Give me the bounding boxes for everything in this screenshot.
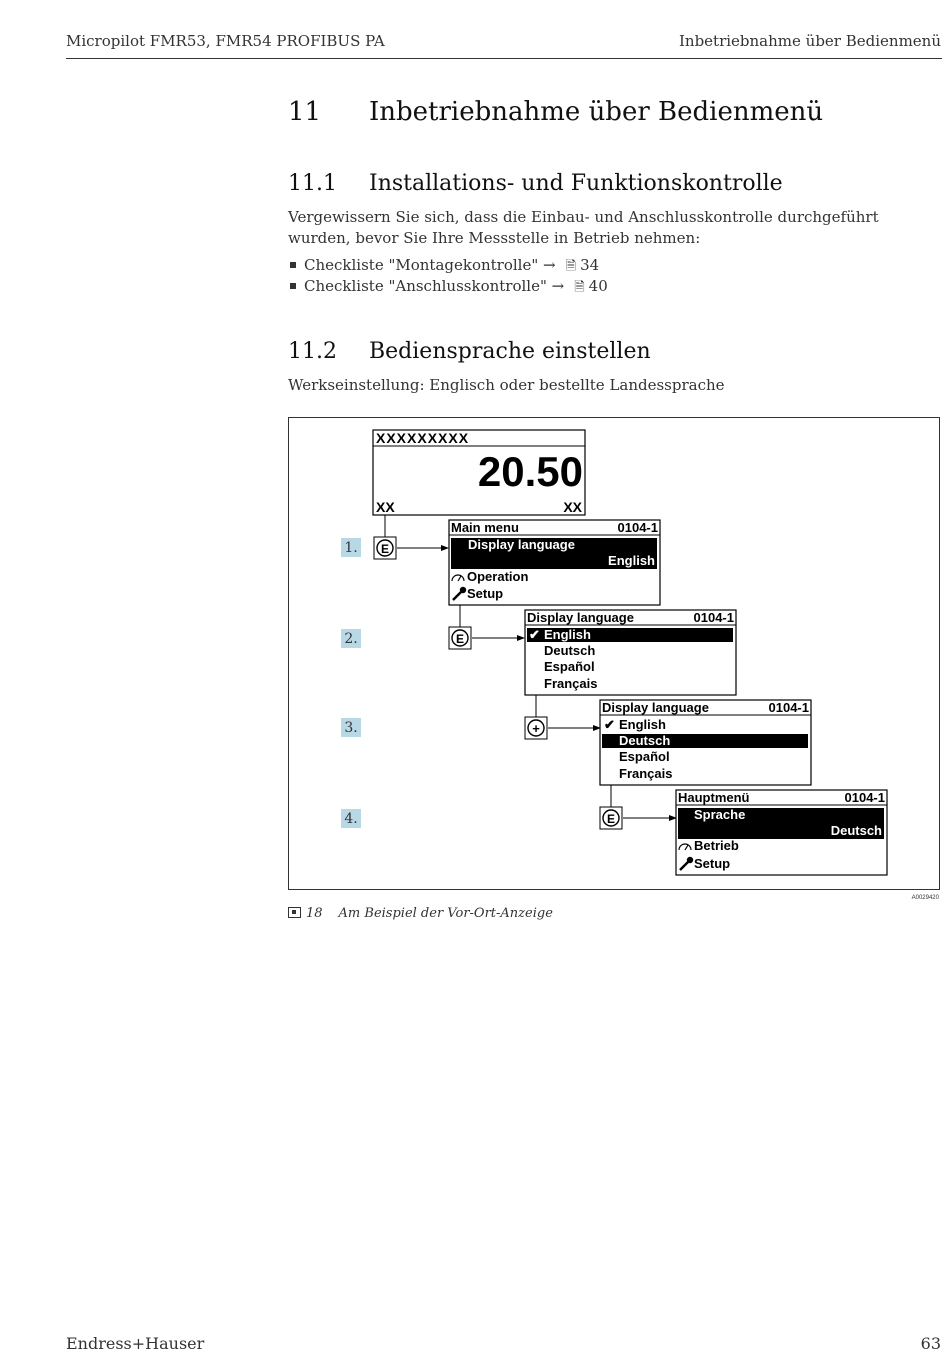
section-1-number: 11.1 xyxy=(288,171,337,196)
list-code: 0104-1 xyxy=(693,610,734,625)
page-reference-link[interactable]: 40 xyxy=(588,277,608,295)
header-chapter-title: Inbetriebnahme über Bedienmenü xyxy=(678,32,941,50)
figure-icon xyxy=(288,907,301,918)
list-option[interactable]: Français xyxy=(619,766,673,781)
figure-frame xyxy=(288,417,940,901)
page-number: 63 xyxy=(920,1334,941,1353)
section-2-number: 11.2 xyxy=(288,339,337,364)
enter-key-icon[interactable] xyxy=(600,807,622,829)
key-label: E xyxy=(455,632,465,646)
section-1-paragraph: Vergewissern Sie sich, dass die Einbau- und Anschlusskontrolle durchgeführt wurden, bevor Sie Ihre Messstelle in Betrieb nehmen: xyxy=(288,208,879,247)
menu-code: 0104-1 xyxy=(617,520,658,535)
enter-key-icon[interactable] xyxy=(374,537,396,559)
list-item-text: Checkliste "Montagekontrolle" xyxy=(304,256,539,274)
display-unit-left: XX xyxy=(376,499,395,515)
list-title: Display language xyxy=(527,610,634,625)
language-list-screen xyxy=(600,700,811,785)
list-item xyxy=(288,277,608,298)
page-reference-link[interactable]: 34 xyxy=(580,256,600,274)
menu-item[interactable]: Setup xyxy=(694,856,731,871)
menu-item-value: Deutsch xyxy=(830,823,882,838)
plus-key-icon[interactable] xyxy=(525,717,547,739)
list-item-text: Checkliste "Anschlusskontrolle" xyxy=(304,277,547,295)
menu-item[interactable]: Sprache xyxy=(694,807,746,822)
main-menu-screen xyxy=(449,520,660,605)
step-label: 3. xyxy=(344,720,358,736)
chapter-number: 11 xyxy=(288,97,322,127)
menu-item[interactable]: Setup xyxy=(467,586,504,601)
list-code: 0104-1 xyxy=(768,700,809,715)
display-tag: XXXXXXXXX xyxy=(376,430,470,446)
display-value: 20.50 xyxy=(477,448,583,495)
list-option[interactable]: Español xyxy=(619,749,670,764)
figure-caption-text: Am Beispiel der Vor-Ort-Anzeige xyxy=(338,906,553,921)
header-document-title: Micropilot FMR53, FMR54 PROFIBUS PA xyxy=(66,32,385,50)
key-label: E xyxy=(606,812,616,826)
list-option[interactable]: English xyxy=(544,627,591,642)
list-option[interactable]: English xyxy=(619,717,666,732)
measured-value-display xyxy=(373,430,585,515)
section-2-paragraph: Werkseinstellung: Englisch oder bestellte Landessprache xyxy=(288,376,725,394)
menu-title: Hauptmenü xyxy=(678,790,750,805)
step-label: 1. xyxy=(344,540,358,556)
figure-number: 18 xyxy=(306,906,323,921)
list-option[interactable]: Deutsch xyxy=(544,643,596,658)
arrow-right-icon: → xyxy=(551,277,565,295)
menu-title: Main menu xyxy=(451,520,519,535)
menu-code: 0104-1 xyxy=(844,790,885,805)
chapter-title: Inbetriebnahme über Bedienmenü xyxy=(369,97,824,127)
checkmark-icon: ✔ xyxy=(604,717,615,732)
list-item xyxy=(288,256,608,277)
bullet-icon xyxy=(290,283,296,289)
checklist xyxy=(288,256,608,298)
enter-key-icon[interactable] xyxy=(449,627,471,649)
page-reference-icon: 🗎 xyxy=(565,259,577,274)
figure-id: A0029420 xyxy=(911,895,939,901)
list-option[interactable]: Deutsch xyxy=(619,733,671,748)
list-option[interactable]: Español xyxy=(544,659,595,674)
list-option[interactable]: Français xyxy=(544,676,598,691)
arrow-right-icon: → xyxy=(543,256,556,274)
language-list-screen xyxy=(525,610,736,695)
menu-item[interactable]: Operation xyxy=(467,569,529,584)
display-unit-right: XX xyxy=(563,499,582,515)
header-divider xyxy=(66,58,942,59)
hauptmenue-screen xyxy=(676,790,887,875)
bullet-icon xyxy=(290,262,296,268)
section-2-title: Bediensprache einstellen xyxy=(369,339,651,364)
page-reference-icon: 🗎 xyxy=(574,280,585,295)
menu-item-value: English xyxy=(608,553,655,568)
list-title: Display language xyxy=(602,700,709,715)
figure-caption xyxy=(288,906,553,921)
step-label: 4. xyxy=(344,811,358,827)
section-1-title: Installations- und Funktionskontrolle xyxy=(369,171,783,196)
key-label: E xyxy=(380,542,390,556)
footer-brand: Endress+Hauser xyxy=(66,1334,205,1353)
key-label: + xyxy=(532,721,540,736)
local-display-diagram xyxy=(288,417,940,903)
menu-item[interactable]: Display language xyxy=(468,537,575,552)
checkmark-icon: ✔ xyxy=(529,627,540,642)
menu-item[interactable]: Betrieb xyxy=(694,838,739,853)
step-label: 2. xyxy=(344,631,358,647)
